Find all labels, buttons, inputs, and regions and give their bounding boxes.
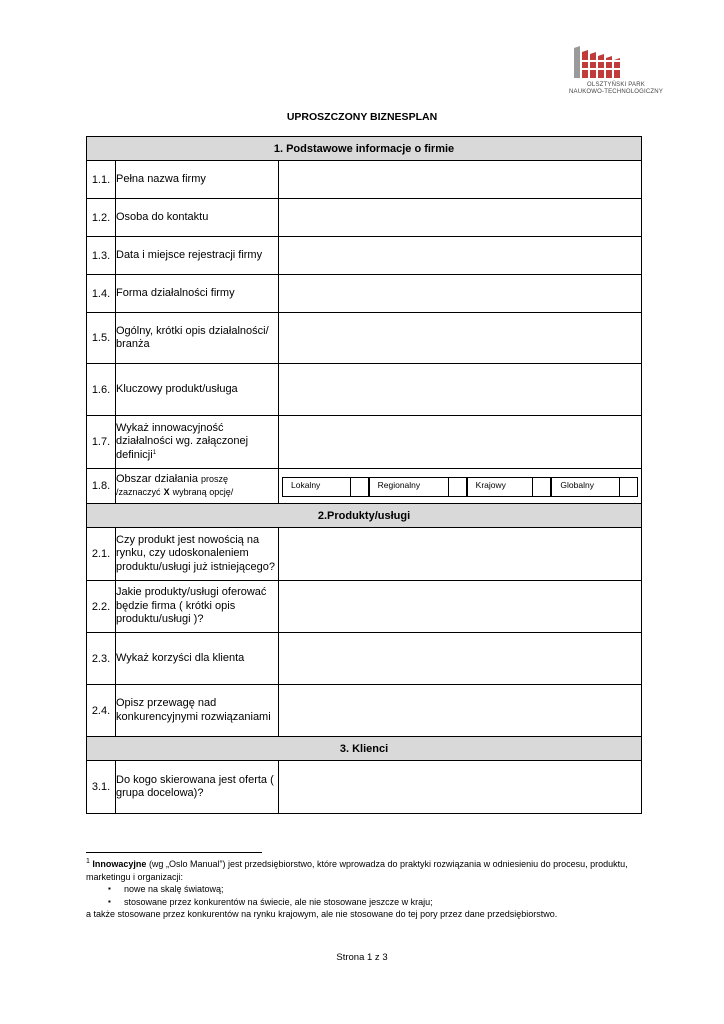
section-1-title: 1. Podstawowe informacje o firmie bbox=[87, 137, 642, 161]
row-number: 2.3. bbox=[87, 633, 116, 685]
row-label: Osoba do kontaktu bbox=[116, 199, 279, 237]
section-header bbox=[87, 137, 642, 161]
row-label: Do kogo skierowana jest oferta ( grupa docelowa)? bbox=[116, 761, 279, 814]
target-group-field[interactable] bbox=[279, 761, 642, 814]
row-number: 1.7. bbox=[87, 416, 116, 469]
form-row bbox=[87, 313, 642, 364]
row-label: Wykaż korzyści dla klienta bbox=[116, 633, 279, 685]
row-number: 2.2. bbox=[87, 581, 116, 633]
row-label: Wykaż innowacyjność działalności wg. załączonej definicji$^1$ bbox=[116, 416, 279, 469]
contact-person-field[interactable] bbox=[279, 199, 642, 237]
checkbox-national[interactable] bbox=[533, 477, 551, 497]
footnote-divider bbox=[86, 852, 262, 853]
row-number: 1.3. bbox=[87, 237, 116, 275]
footnote-mark: 1 bbox=[86, 858, 90, 865]
option-global: Globalny bbox=[551, 477, 620, 497]
activity-description-field[interactable] bbox=[279, 313, 642, 364]
section-header bbox=[87, 737, 642, 761]
form-row bbox=[87, 364, 642, 416]
row-number: 1.2. bbox=[87, 199, 116, 237]
list-item: ▪ stosowane przez konkurentów na świecie, ale nie stosowane jeszcze w kraju; bbox=[86, 896, 646, 909]
row-number: 1.1. bbox=[87, 161, 116, 199]
row-number: 1.4. bbox=[87, 275, 116, 313]
checkbox-local[interactable] bbox=[351, 477, 369, 497]
form-row bbox=[87, 199, 642, 237]
row-label: Kluczowy produkt/usługa bbox=[116, 364, 279, 416]
list-item: ▪ nowe na skalę światową; bbox=[86, 883, 646, 896]
row-label: Czy produkt jest nowością na rynku, czy udoskonaleniem produktu/usługi już istniejącego? bbox=[116, 528, 279, 581]
area-options bbox=[279, 469, 642, 504]
row-label: Forma działalności firmy bbox=[116, 275, 279, 313]
business-form-field[interactable] bbox=[279, 275, 642, 313]
registration-field[interactable] bbox=[279, 237, 642, 275]
products-field[interactable] bbox=[279, 581, 642, 633]
company-name-field[interactable] bbox=[279, 161, 642, 199]
section-3-title: 3. Klienci bbox=[87, 737, 642, 761]
row-label: Data i miejsce rejestracji firmy bbox=[116, 237, 279, 275]
footnote-list bbox=[86, 883, 646, 908]
row-number: 1.6. bbox=[87, 364, 116, 416]
form-row bbox=[87, 469, 642, 504]
footnote-text: (wg „Oslo Manual”) jest przedsiębiorstwo, które wprowadza do praktyki rozwiązania w odniesieniu do procesu, produktu, marketingu i organizacji: bbox=[86, 859, 628, 882]
footnote-term: Innowacyjne bbox=[92, 859, 147, 869]
opnt-logo bbox=[556, 44, 676, 96]
park-logo-icon bbox=[574, 44, 628, 80]
form-row bbox=[87, 633, 642, 685]
option-regional: Regionalny bbox=[369, 477, 449, 497]
form-row bbox=[87, 528, 642, 581]
form-row bbox=[87, 275, 642, 313]
form-row bbox=[87, 416, 642, 469]
key-product-field[interactable] bbox=[279, 364, 642, 416]
advantage-field[interactable] bbox=[279, 685, 642, 737]
option-local: Lokalny bbox=[282, 477, 351, 497]
checkbox-regional[interactable] bbox=[449, 477, 467, 497]
footnote bbox=[86, 858, 646, 921]
row-number: 3.1. bbox=[87, 761, 116, 814]
document-title: UPROSZCZONY BIZNESPLAN bbox=[286, 111, 438, 123]
footnote-ref: 1 bbox=[152, 449, 157, 456]
page-number: Strona 1 z 3 bbox=[336, 952, 388, 963]
form-row bbox=[87, 685, 642, 737]
row-number: 1.8. bbox=[87, 469, 116, 504]
business-plan-form bbox=[86, 136, 642, 814]
form-row bbox=[87, 161, 642, 199]
row-label: Jakie produkty/usługi oferować będzie firma ( krótki opis produktu/usługi )? bbox=[116, 581, 279, 633]
section-header bbox=[87, 504, 642, 528]
checkbox-global[interactable] bbox=[620, 477, 638, 497]
innovation-field[interactable] bbox=[279, 416, 642, 469]
row-number: 2.4. bbox=[87, 685, 116, 737]
logo-text: OLSZTYŃSKI PARK NAUKOWO-TECHNOLOGICZNY bbox=[568, 82, 664, 95]
novelty-field[interactable] bbox=[279, 528, 642, 581]
row-label: Ogólny, krótki opis działalności/ branża bbox=[116, 313, 279, 364]
row-label: Obszar działania proszę /zaznaczyć X wybraną opcję/ bbox=[116, 469, 279, 504]
form-row bbox=[87, 237, 642, 275]
row-label: Opisz przewagę nad konkurencyjnymi rozwiązaniami bbox=[116, 685, 279, 737]
row-number: 2.1. bbox=[87, 528, 116, 581]
form-row bbox=[87, 581, 642, 633]
form-row bbox=[87, 761, 642, 814]
section-2-title: 2.Produkty/usługi bbox=[87, 504, 642, 528]
row-number: 1.5. bbox=[87, 313, 116, 364]
benefits-field[interactable] bbox=[279, 633, 642, 685]
option-national: Krajowy bbox=[467, 477, 534, 497]
row-label: Pełna nazwa firmy bbox=[116, 161, 279, 199]
footnote-text-2: a także stosowane przez konkurentów na rynku krajowym, ale nie stosowane do tej pory przez dane przedsiębiorstwo. bbox=[86, 909, 558, 919]
